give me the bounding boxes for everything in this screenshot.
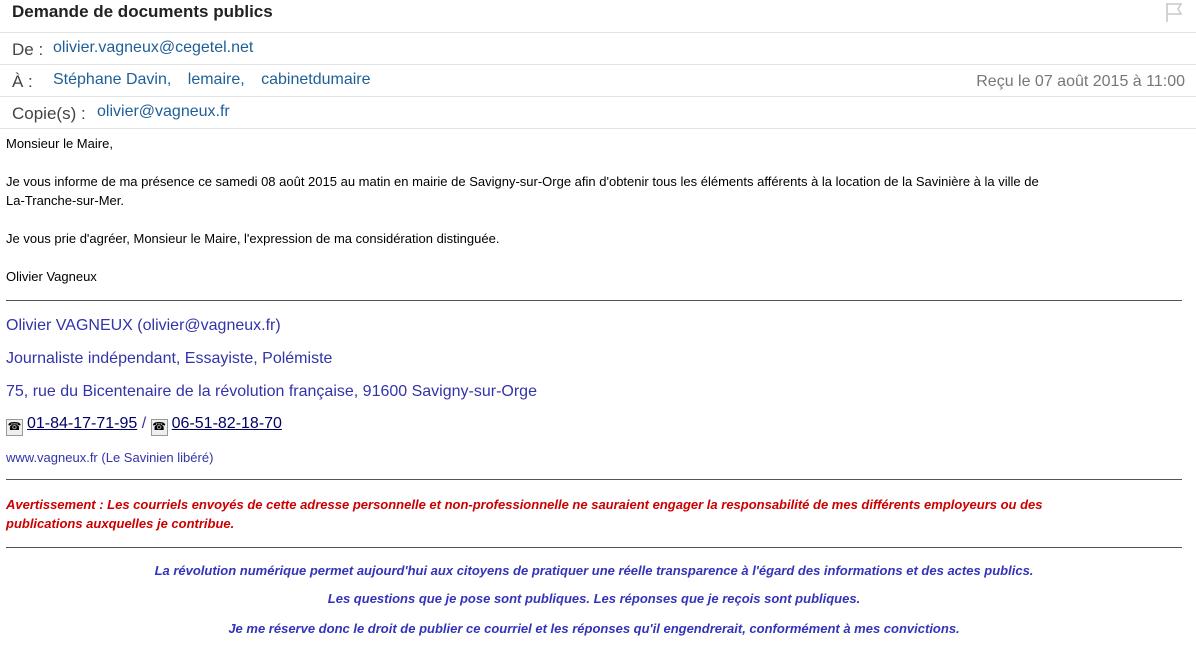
phone-icon: ☎ (6, 419, 23, 436)
from-row (0, 33, 1196, 65)
cc-row (0, 97, 1196, 128)
footer-line-2: Les questions que je pose sont publiques. Les réponses que je reçois sont publiques. (327, 591, 861, 606)
recipient-stephane-davin[interactable]: Stéphane Davin, (53, 71, 172, 88)
to-label: À : (12, 72, 33, 91)
warning-line-2: publications auxquelles je contribue. (6, 516, 235, 531)
email-header (0, 0, 1196, 129)
from-address[interactable]: olivier.vagneux@cegetel.net (53, 39, 254, 56)
recipient-lemaire[interactable]: lemaire, (187, 71, 245, 88)
signature-name: Olivier VAGNEUX (olivier@vagneux.fr) (6, 317, 281, 334)
website-link[interactable]: www.vagneux.fr (6, 450, 98, 465)
warning-line-1: Avertissement : Les courriels envoyés de cette adresse personnelle et non-professionnelle ne sauraient engager la responsabilité de mes différents employeurs ou des (6, 497, 1043, 512)
greeting: Monsieur le Maire, (6, 136, 113, 151)
signature-title: Journaliste indépendant, Essayiste, Polémiste (6, 350, 333, 367)
footer-line-1: La révolution numérique permet aujourd'hui aux citoyens de pratiquer une réelle transparence à l'égard des informations et des actes publics. (154, 563, 1034, 578)
cc-address[interactable]: olivier@vagneux.fr (97, 103, 230, 120)
flag-icon[interactable] (1163, 1, 1185, 23)
body-paragraph-1-line-2: La-Tranche-sur-Mer. (6, 193, 124, 208)
email-subject: Demande de documents publics (12, 2, 273, 21)
signature-phones (6, 415, 1182, 436)
subject-row (0, 0, 1196, 33)
received-date: Reçu le 07 août 2015 à 11:00 (976, 73, 1185, 90)
body-paragraph-2: Je vous prie d'agréer, Monsieur le Maire, l'expression de ma considération distinguée. (6, 231, 500, 246)
to-recipients (53, 71, 383, 89)
phone-icon: ☎ (151, 419, 168, 436)
signature-website-line (6, 450, 1182, 465)
email-body (6, 134, 1182, 636)
phone-number-2[interactable]: 06-51-82-18-70 (171, 415, 282, 432)
body-paragraph-1-line-1: Je vous informe de ma présence ce samedi 08 août 2015 au matin en mairie de Savigny-sur-Orge afin d'obtenir tous les éléments afférents à la location de la Savinière à la ville de (6, 174, 1039, 189)
cc-label: Copie(s) : (12, 104, 86, 123)
body-signoff: Olivier Vagneux (6, 269, 97, 284)
recipient-cabinetdumaire[interactable]: cabinetdumaire (261, 71, 371, 88)
phone-number-1[interactable]: 01-84-17-71-95 (27, 415, 138, 432)
to-row (0, 65, 1196, 97)
signature-address: 75, rue du Bicentenaire de la révolution française, 91600 Savigny-sur-Orge (6, 383, 537, 400)
website-note: (Le Savinien libéré) (101, 450, 214, 465)
footer-line-3: Je me réserve donc le droit de publier ce courriel et les réponses qu'il engendrerait, conformément à mes convictions. (228, 621, 960, 636)
phone-separator: / (141, 415, 147, 432)
from-label: De : (12, 40, 44, 59)
